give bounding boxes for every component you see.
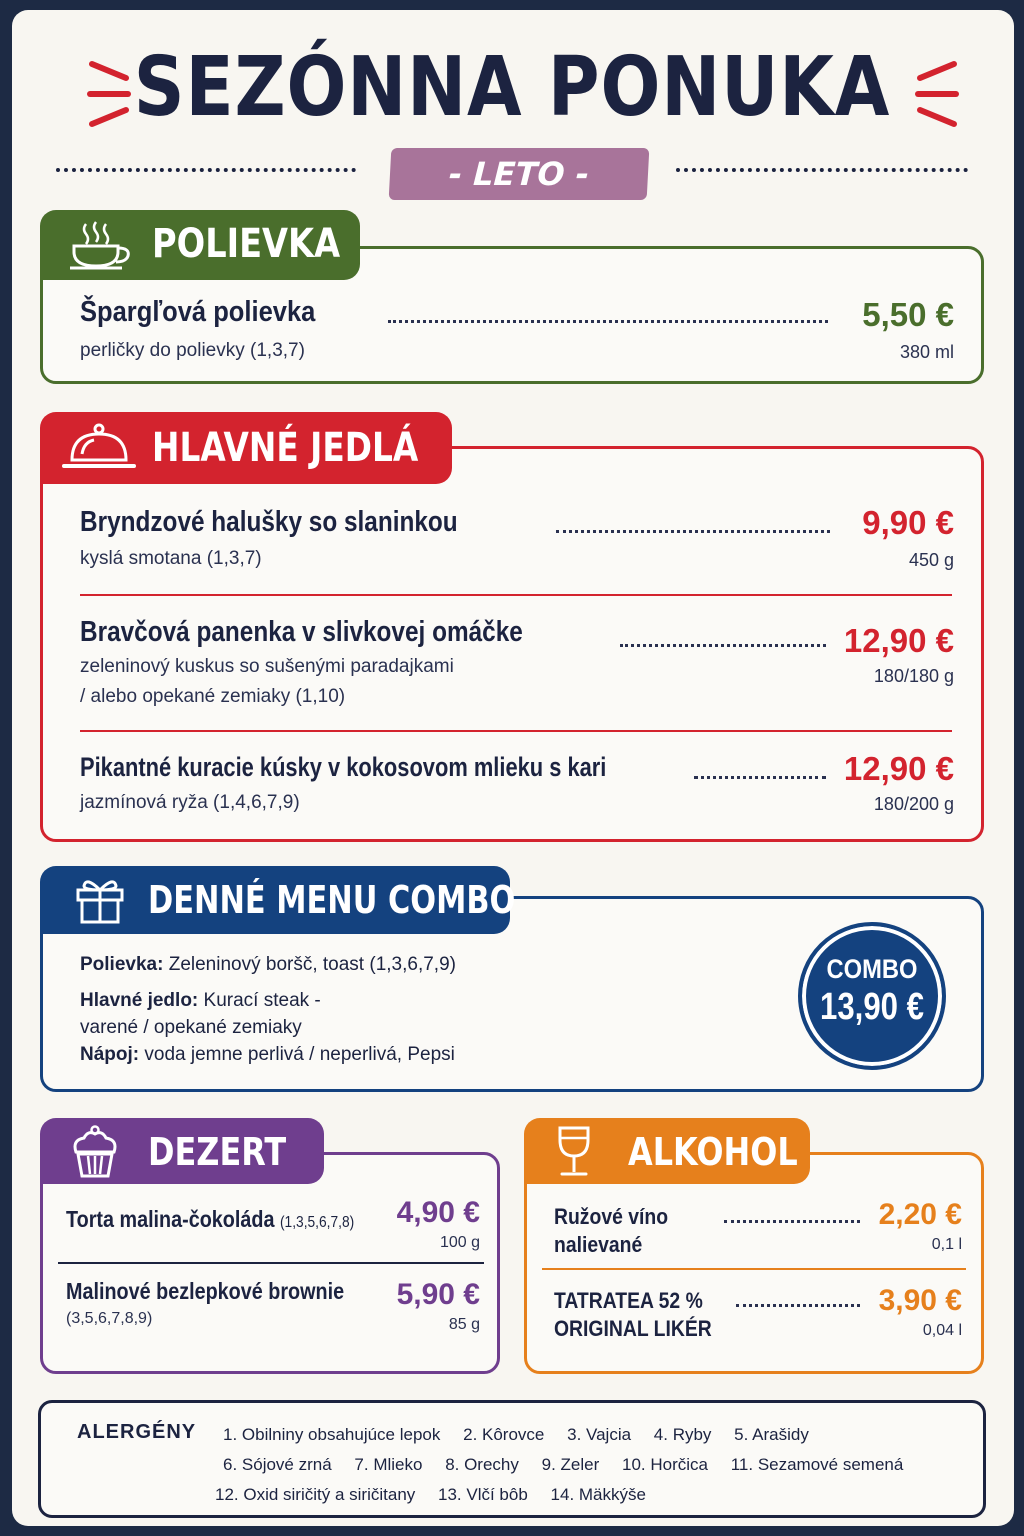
main-item-2-desc: zeleninový kuskus so sušenými paradajkami [80,656,454,677]
combo-heading: DENNÉ MENU COMBO [148,878,516,922]
combo-drink-line [80,1044,455,1066]
combo-soup-value: Zeleninový boršč, toast (1,3,6,7,9) [163,954,456,975]
dessert-item-1-allergens: (1,3,5,6,7,8) [279,1214,355,1231]
dessert-item-2-size: 85 g [448,1316,480,1333]
dessert-heading: DEZERT [148,1130,287,1174]
alcohol-item-2-price: 3,90 € [878,1284,962,1317]
main-item-2-price: 12,90 € [843,622,954,659]
dessert-item-1-size: 100 g [439,1234,480,1251]
main-item-2-name: Bravčová panenka v slivkovej omáčke [80,616,523,648]
main-item-3-name: Pikantné kuracie kúsky v kokosovom mlieku s kari [80,752,607,782]
allergens-row-1 [223,1425,827,1445]
combo-main-value: Kurací steak - [198,990,321,1011]
wine-glass-icon [552,1124,596,1180]
alcohol-item-2-leader [736,1304,860,1307]
combo-main-line-2: varené / opekané zemiaky [80,1017,302,1038]
main-item-1-desc: kyslá smotana (1,3,7) [80,548,262,569]
soup-item-name: Špargľová polievka [80,296,316,328]
allergen-12: 12. Oxid siričitý a siričitany [215,1485,416,1504]
alcohol-item-1-leader [724,1220,860,1223]
alcohol-item-2-name-2: ORIGINAL LIKÉR [554,1316,712,1341]
main-item-3-size: 180/200 g [873,794,954,814]
combo-soup-label: Polievka: [80,954,164,975]
alcohol-tab [524,1118,810,1184]
main-divider-1 [80,594,952,596]
header-divider-left [56,168,356,172]
cupcake-icon [70,1124,120,1180]
soup-heading: POLIEVKA [152,221,341,267]
combo-drink-value: voda jemne perlivá / neperlivá, Pepsi [139,1044,455,1065]
dessert-tab [40,1118,324,1184]
alcohol-heading: ALKOHOL [628,1130,798,1174]
main-item-1-size: 450 g [908,550,954,570]
allergen-5: 5. Arašidy [734,1425,809,1444]
combo-soup-line [80,954,456,976]
soup-cup-icon [68,220,134,272]
allergen-6: 6. Sójové zrná [223,1455,332,1474]
allergen-10: 10. Horčica [622,1455,708,1474]
allergens-row-2 [223,1455,921,1475]
dessert-divider [58,1262,484,1264]
soup-leader [388,320,828,323]
allergen-2: 2. Kôrovce [463,1425,545,1444]
combo-price-badge [798,922,946,1070]
allergen-11: 11. Sezamové semená [730,1455,904,1474]
alcohol-item-1-price: 2,20 € [878,1198,962,1231]
main-heading: HLAVNÉ JEDLÁ [152,425,419,471]
soup-item-price: 5,50 € [862,296,954,333]
allergen-14: 14. Mäkkýše [550,1485,646,1504]
dessert-item-2-price: 5,90 € [396,1278,480,1311]
alcohol-item-1-name: Ružové víno [554,1204,669,1229]
main-tab [40,412,452,484]
combo-main-label: Hlavné jedlo: [80,990,199,1011]
alcohol-item-2-size: 0,04 l [922,1322,962,1339]
soup-item-desc: perličky do polievky (1,3,7) [80,340,305,361]
dessert-item-1-name [66,1206,354,1233]
dessert-item-2-name: Malinové bezlepkové brownie [66,1278,345,1304]
main-item-3-leader [694,776,826,779]
main-item-1-leader [556,530,830,533]
main-item-3-desc: jazmínová ryža (1,4,6,7,9) [80,792,300,813]
page-title: SEZÓNNA PONUKA [133,40,891,135]
allergen-4: 4. Ryby [653,1425,712,1444]
alcohol-item-1-name-2: nalievané [554,1232,643,1257]
allergens-title: ALERGÉNY [77,1421,197,1443]
allergens-row-3 [215,1485,664,1505]
allergen-1: 1. Obilniny obsahujúce lepok [223,1425,441,1444]
allergen-3: 3. Vajcia [567,1425,632,1444]
dessert-item-2-allergens: (3,5,6,7,8,9) [66,1310,153,1327]
main-item-3-price: 12,90 € [843,750,954,787]
alcohol-item-1-size: 0,1 l [931,1236,962,1253]
combo-badge-price: 13,90 € [820,986,924,1028]
allergens-box [38,1400,986,1518]
allergen-13: 13. Vlčí bôb [438,1485,528,1504]
dessert-item-1-title: Torta malina-čokoláda [66,1206,275,1232]
season-badge: - LETO - [389,148,650,200]
main-item-2-desc-2: / alebo opekané zemiaky (1,10) [80,686,346,707]
allergen-9: 9. Zeler [541,1455,600,1474]
soup-item-size: 380 ml [899,342,954,362]
alcohol-item-2-name: TATRATEA 52 % [554,1288,703,1313]
main-item-2-leader [620,644,826,647]
main-item-1-price: 9,90 € [862,504,954,541]
combo-main-line [80,990,321,1012]
soup-tab [40,210,360,280]
main-item-1-name: Bryndzové halušky so slaninkou [80,506,458,538]
combo-badge-label: COMBO [826,954,918,984]
allergen-8: 8. Orechy [445,1455,519,1474]
alcohol-divider [542,1268,966,1270]
main-item-2-size: 180/180 g [873,666,954,686]
combo-drink-label: Nápoj: [80,1044,140,1065]
main-divider-2 [80,730,952,732]
allergen-7: 7. Mlieko [354,1455,423,1474]
header-divider-right [676,168,968,172]
cloche-icon [62,422,136,476]
combo-tab [40,866,516,934]
dessert-item-1-price: 4,90 € [396,1196,480,1229]
gift-icon [74,874,126,926]
